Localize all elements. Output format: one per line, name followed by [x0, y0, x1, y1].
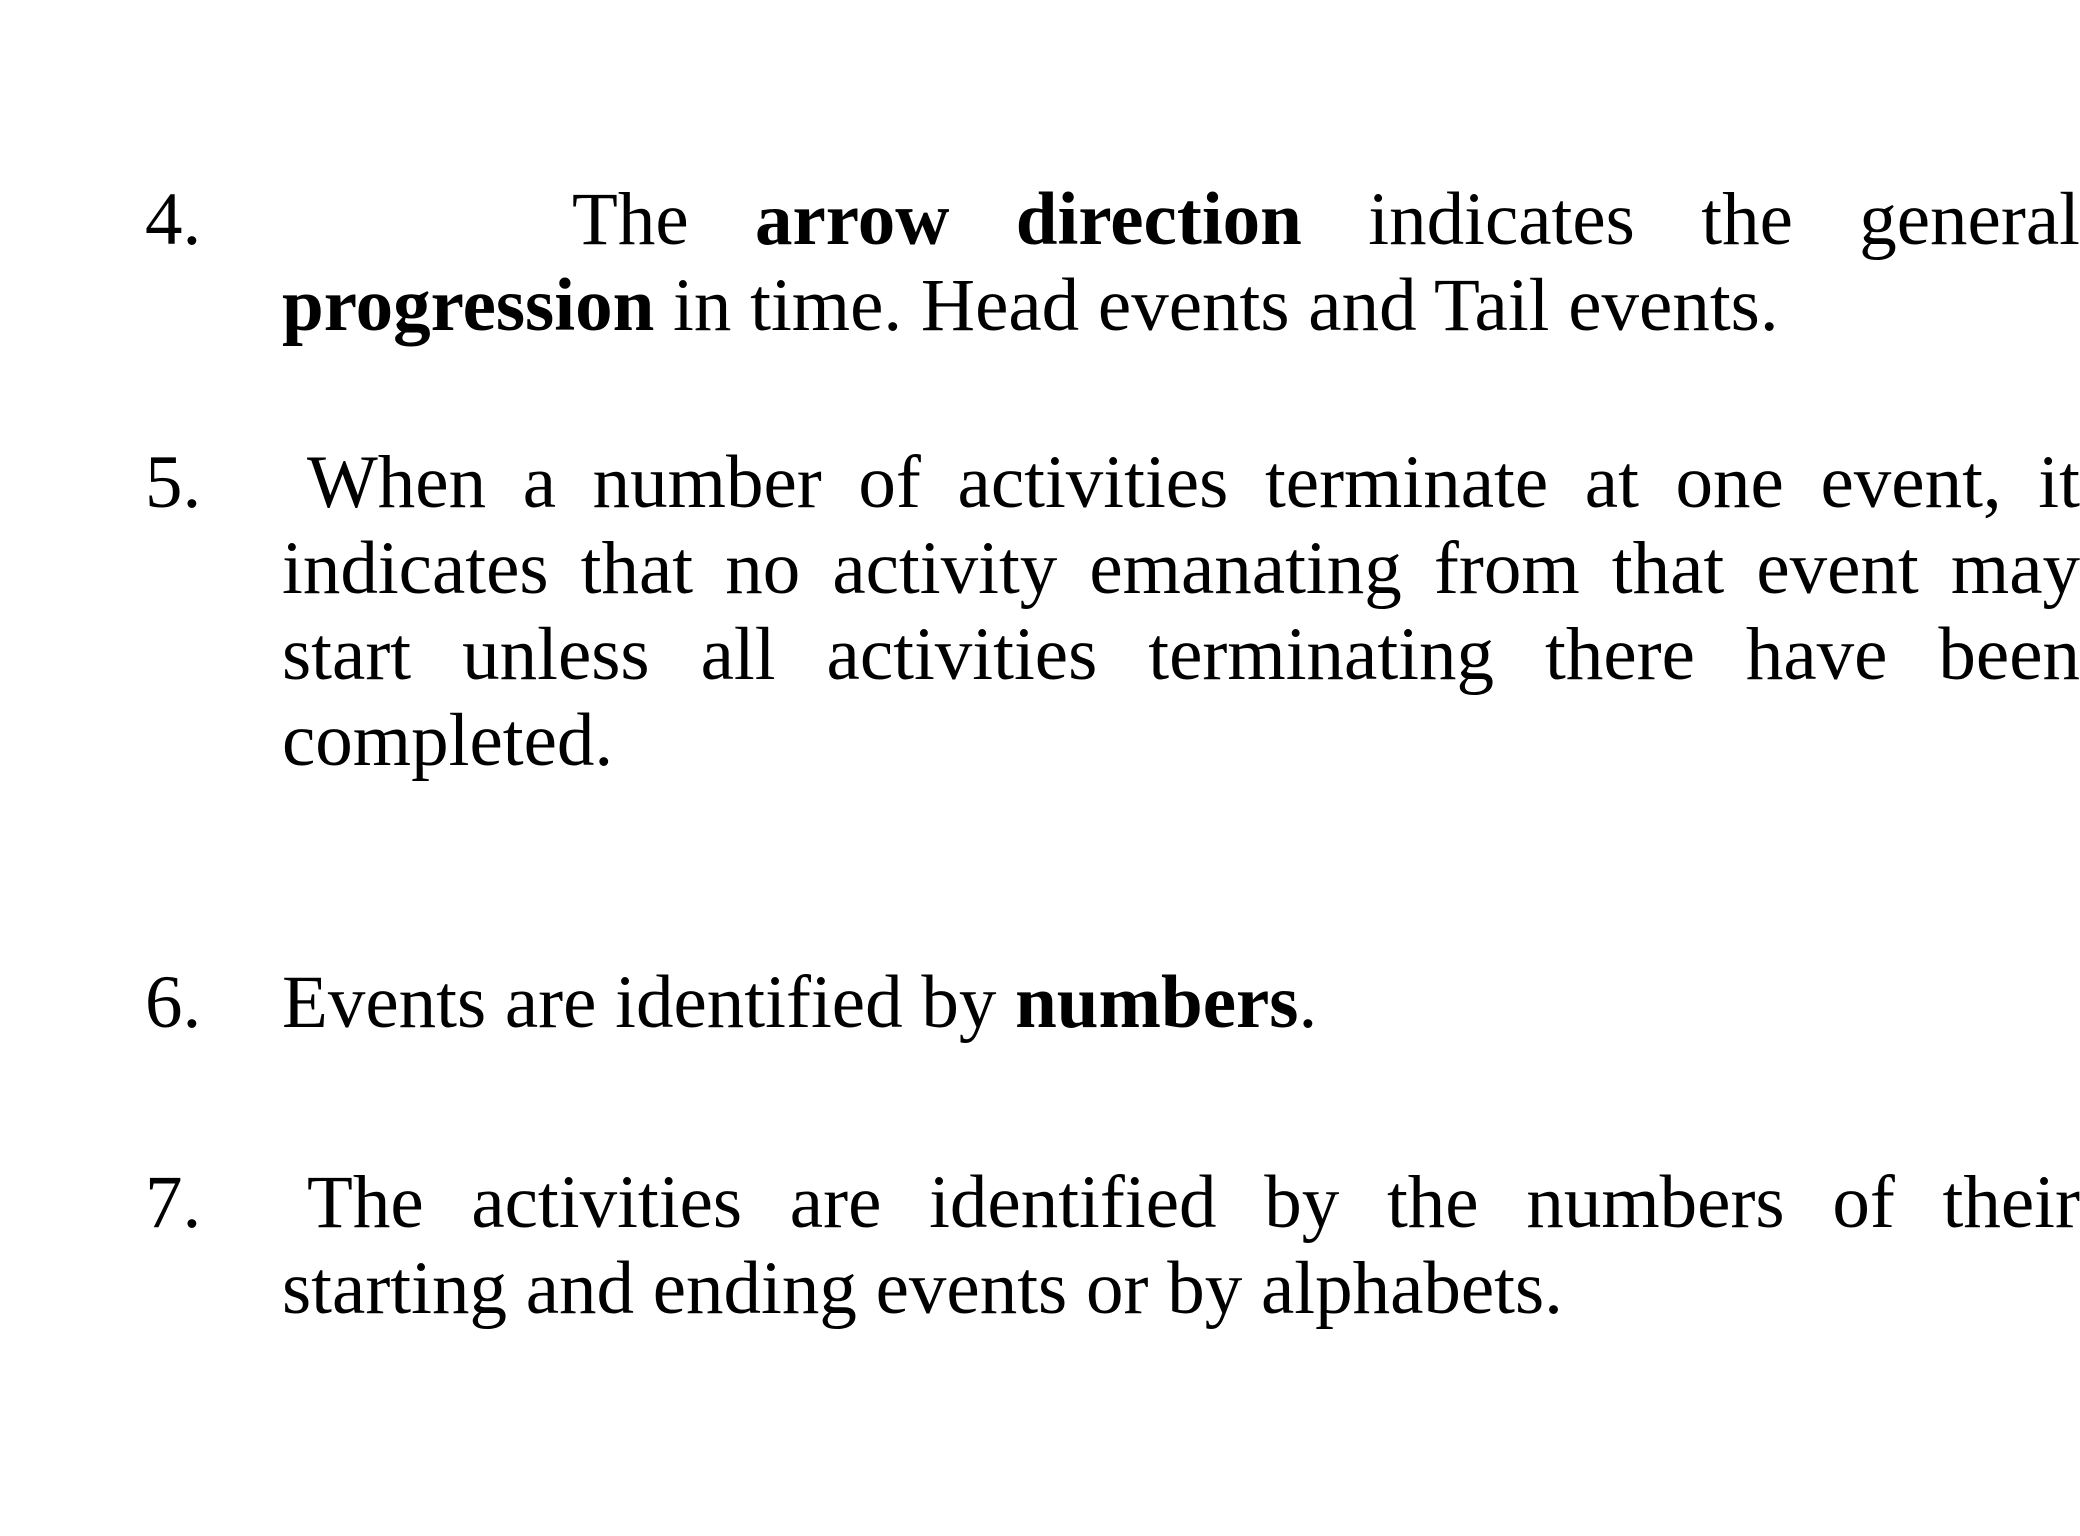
item-4-first-line	[282, 177, 2080, 263]
word: indicates	[1368, 178, 1635, 261]
item-text: When a number of activities terminate at one event, it indicates that no activity emanating from that event may start unless all activities terminating there have been completed.	[282, 441, 2080, 782]
item-number: 5.	[145, 441, 202, 524]
bold-word: direction	[1015, 178, 1302, 261]
word: general	[1859, 178, 2080, 261]
item-4-second-line	[282, 263, 2080, 349]
item-number: 7.	[145, 1161, 202, 1244]
item-text	[282, 177, 2080, 349]
bold-word: numbers	[1015, 961, 1299, 1044]
word: The	[572, 178, 689, 261]
item-text: The activities are identified by the numbers of their starting and ending events or by alphabets.	[282, 1161, 2080, 1330]
item-text	[282, 960, 2080, 1046]
bold-word: arrow	[755, 178, 950, 261]
word: the	[1701, 178, 1793, 261]
text-run: in time. Head events and Tail events.	[654, 264, 1779, 347]
text-run: .	[1298, 961, 1318, 1044]
item-number: 4.	[145, 178, 202, 261]
text-run: Events are identified by	[282, 961, 1016, 1044]
bold-word: progression	[282, 264, 655, 347]
item-number: 6.	[145, 961, 202, 1044]
